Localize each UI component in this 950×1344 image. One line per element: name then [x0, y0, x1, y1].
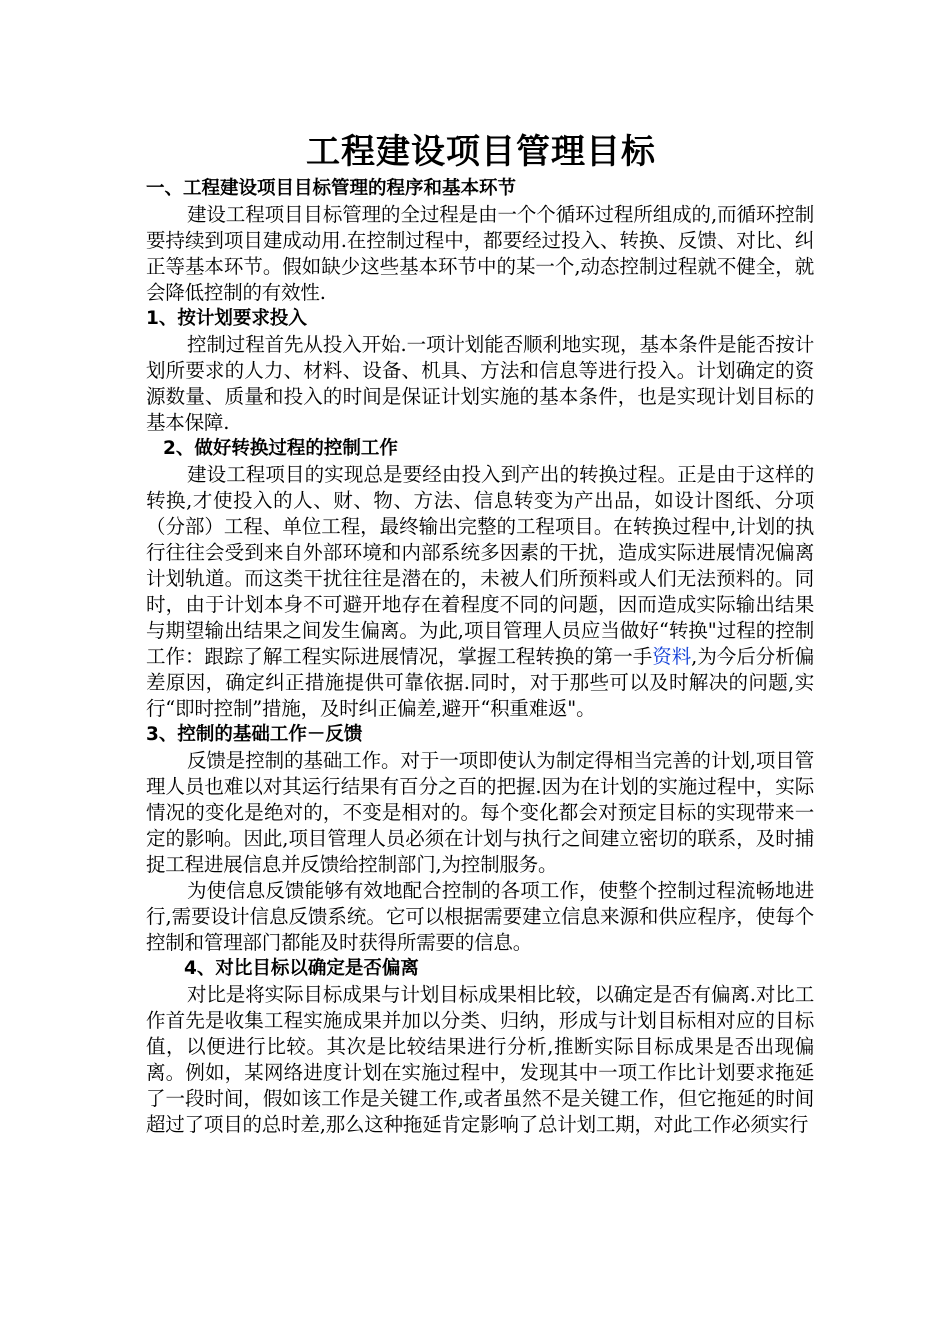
- document-page: [146, 128, 814, 1138]
- section-heading-1: 一、工程建设项目目标管理的程序和基本环节: [146, 178, 517, 199]
- subsection-heading-2: 2、做好转换过程的控制工作: [163, 438, 398, 459]
- document-title: 工程建设项目管理目标: [306, 132, 656, 172]
- section-1-paragraph: 建设工程项目目标管理的全过程是由一个个循环过程所组成的,而循环控制要持续到项目建成动用.在控制过程中，都要经过投入、转换、反馈、对比、纠正等基本环节。假如缺少这些基本环节中的某一个,动态控制过程就不健全，就会降低控制的有效性.: [146, 203, 814, 304]
- subsection-2-text-before-link: 建设工程项目的实现总是要经由投入到产出的转换过程。正是由于这样的转换,才使投入的人、财、物、方法、信息转变为产出品，如设计图纸、分项（分部）工程、单位工程，最终输出完整的工程项目。在转换过程中,计划的执行往往会受到来自外部环境和内部系统多因素的干扰，造成实际进展情况偏离计划轨道。而这类干扰往往是潜在的，未被人们所预料或人们无法预料的。同时，由于计划本身不可避开地存在着程度不同的问题，因而造成实际输出结果与期望输出结果之间发生偏离。为此,项目管理人员应当做好“转换"过程的控制工作：跟踪了解工程实际进展情况，掌握工程转换的第一手: [146, 463, 814, 668]
- subsection-2-paragraph: [146, 462, 814, 722]
- subsection-2-text-after-link: ,为今后分析偏差原因，确定纠正措施提供可靠依据.同时，对于那些可以及时解决的问题,实行“即时控制”措施，及时纠正偏差,避开“积重难返"。: [146, 645, 814, 720]
- subsection-heading-1: 1、按计划要求投入: [146, 308, 307, 329]
- subsection-3-paragraph-2: 为使信息反馈能够有效地配合控制的各项工作，使整个控制过程流畅地进行,需要设计信息反馈系统。它可以根据需要建立信息来源和供应程序，使每个控制和管理部门都能及时获得所需要的信息。: [146, 879, 814, 954]
- subsection-heading-3: 3、控制的基础工作－反馈: [146, 724, 363, 745]
- subsection-1-paragraph: 控制过程首先从投入开始.一项计划能否顺利地实现，基本条件是能否按计划所要求的人力、材料、设备、机具、方法和信息等进行投入。计划确定的资源数量、质量和投入的时间是保证计划实施的基本条件，也是实现计划目标的基本保障.: [146, 333, 814, 434]
- subsection-3-paragraph-1: 反馈是控制的基础工作。对于一项即使认为制定得相当完善的计划,项目管理人员也难以对其运行结果有百分之百的把握.因为在计划的实施过程中，实际情况的变化是绝对的，不变是相对的。每个变化都会对预定目标的实现带来一定的影响。因此,项目管理人员必须在计划与执行之间建立密切的联系，及时捕捉工程进展信息并反馈给控制部门,为控制服务。: [146, 749, 814, 876]
- subsection-heading-4: 4、对比目标以确定是否偏离: [184, 958, 419, 979]
- subsection-4-paragraph: 对比是将实际目标成果与计划目标成果相比较，以确定是否有偏离.对比工作首先是收集工程实施成果并加以分类、归纳，形成与计划目标相对应的目标值，以便进行比较。其次是比较结果进行分析,推断实际目标成果是否出现偏离。例如，某网络进度计划在实施过程中，发现其中一项工作比计划要求拖延了一段时间，假如该工作是关键工作,或者虽然不是关键工作，但它拖延的时间超过了项目的总时差,那么这种拖延肯定影响了总计划工期，对此工作必须实行: [146, 983, 814, 1136]
- reference-link[interactable]: 资料: [652, 645, 692, 668]
